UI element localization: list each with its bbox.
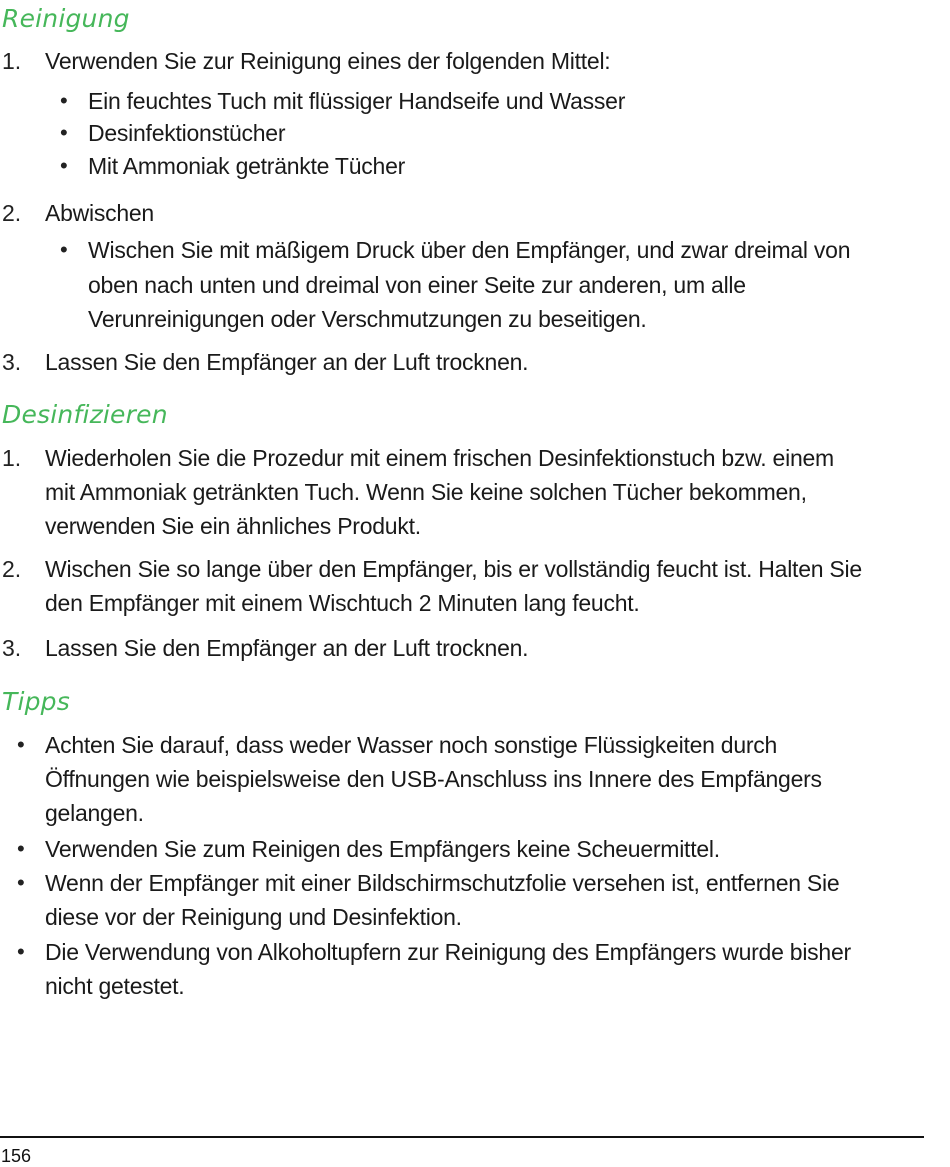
sub-bullet-text: Verunreinigungen oder Verschmutzungen zu beseitigen.: [88, 306, 647, 332]
step-number: 3.: [2, 349, 22, 375]
step-text: den Empfänger mit einem Wischtuch 2 Minuten lang feucht.: [45, 590, 640, 616]
tip-text: Wenn der Empfänger mit einer Bildschirmschutzfolie versehen ist, entfernen Sie: [45, 870, 840, 896]
step-text: Wischen Sie so lange über den Empfänger, bis er vollständig feucht ist. Halten Sie: [45, 556, 862, 582]
bullet-dot: •: [17, 939, 25, 964]
tip-text: Öffnungen wie beispielsweise den USB-Anschluss ins Innere des Empfängers: [45, 766, 822, 792]
sub-bullet-text: Mit Ammoniak getränkte Tücher: [88, 153, 406, 179]
step-number: 3.: [2, 635, 22, 661]
tip-text: nicht getestet.: [45, 973, 185, 999]
tip-text: Achten Sie darauf, dass weder Wasser noch sonstige Flüssigkeiten durch: [45, 732, 778, 758]
sub-bullet-text: Wischen Sie mit mäßigem Druck über den Empfänger, und zwar dreimal von: [88, 237, 851, 263]
section-heading-tips: Tipps: [2, 687, 70, 716]
step-number: 2.: [2, 200, 22, 226]
sub-bullet-text: Desinfektionstücher: [88, 120, 286, 146]
bullet-dot: •: [17, 870, 25, 895]
bullet-dot: •: [60, 237, 68, 262]
bullet-dot: •: [60, 153, 68, 178]
step-text: Lassen Sie den Empfänger an der Luft trocknen.: [45, 635, 529, 661]
sub-bullet-text: Ein feuchtes Tuch mit flüssiger Handseife und Wasser: [88, 88, 626, 114]
section-heading-disinfect: Desinfizieren: [2, 400, 168, 429]
step-text: Abwischen: [45, 200, 154, 226]
step-number: 1.: [2, 48, 22, 74]
page-number: 156: [1, 1146, 32, 1166]
step-text: verwenden Sie ein ähnliches Produkt.: [45, 513, 421, 539]
tip-text: Die Verwendung von Alkoholtupfern zur Reinigung des Empfängers wurde bisher: [45, 939, 851, 965]
bullet-dot: •: [60, 88, 68, 113]
step-text: mit Ammoniak getränkten Tuch. Wenn Sie keine solchen Tücher bekommen,: [45, 479, 807, 505]
tip-text: diese vor der Reinigung und Desinfektion.: [45, 904, 462, 930]
bullet-dot: •: [60, 120, 68, 145]
step-text: Verwenden Sie zur Reinigung eines der folgenden Mittel:: [45, 48, 611, 74]
bullet-dot: •: [17, 732, 25, 757]
section-heading-cleaning: Reinigung: [2, 4, 130, 33]
step-number: 2.: [2, 556, 22, 582]
step-number: 1.: [2, 445, 22, 471]
step-text: Wiederholen Sie die Prozedur mit einem frischen Desinfektionstuch bzw. einem: [45, 445, 834, 471]
tip-text: gelangen.: [45, 800, 144, 826]
step-text: Lassen Sie den Empfänger an der Luft trocknen.: [45, 349, 529, 375]
bullet-dot: •: [17, 836, 25, 861]
tip-text: Verwenden Sie zum Reinigen des Empfängers keine Scheuermittel.: [45, 836, 720, 862]
footer-divider: [0, 1136, 924, 1138]
sub-bullet-text: oben nach unten und dreimal von einer Seite zur anderen, um alle: [88, 272, 746, 298]
